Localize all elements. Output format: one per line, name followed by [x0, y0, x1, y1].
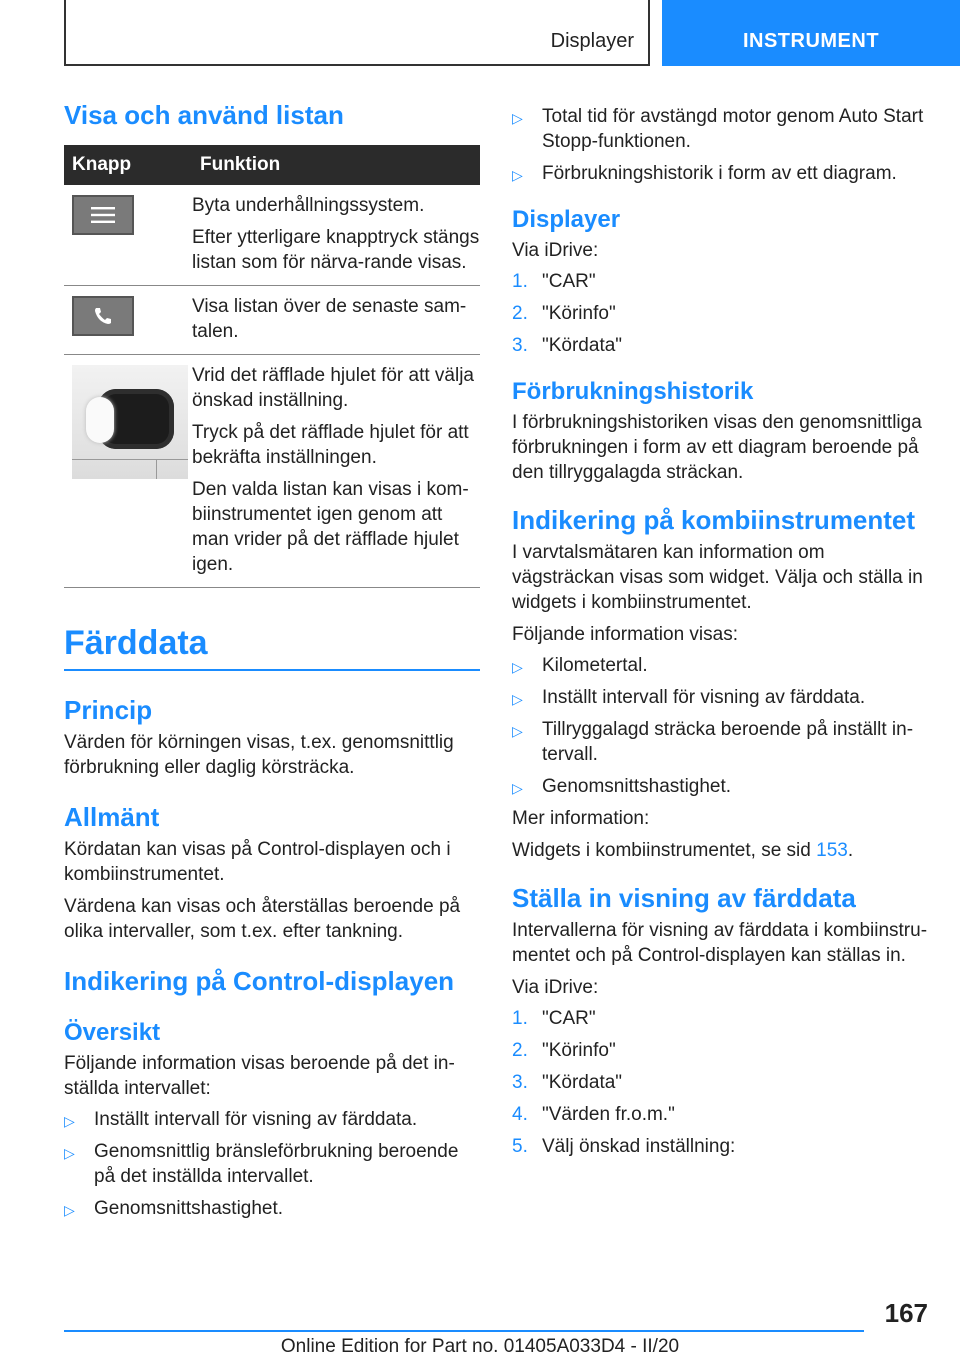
header-chapter-label: INSTRUMENT — [742, 30, 880, 52]
triangle-bullet-icon: ▷ — [64, 1145, 75, 1161]
list-item: ▷ Genomsnittlig bränsleförbrukning beroende på det inställda intervallet. — [64, 1141, 459, 1187]
table-row-text: Byta underhållningssystem. — [192, 195, 425, 216]
list-icon — [72, 195, 134, 235]
table-row-text: Vrid det räfflade hjulet för att välja önskad inställning. — [192, 365, 474, 411]
triangle-bullet-icon: ▷ — [512, 659, 523, 675]
list-item: ▷ Genomsnittshastighet. — [512, 774, 932, 799]
allmant-heading: Allmänt — [64, 802, 160, 832]
table-row-text: Tryck på det räfflade hjulet för att bekräfta inställningen. — [192, 422, 469, 468]
displayer-heading: Displayer — [512, 206, 621, 233]
header-section-box — [64, 0, 650, 66]
stalla-in-heading: Ställa in visning av färddata — [512, 883, 856, 913]
triangle-bullet-icon: ▷ — [64, 1202, 75, 1218]
princip-text: Värden för körningen visas, t.ex. genomsnittlig förbrukning eller daglig körsträcka. — [64, 732, 454, 778]
list-item: 2. "Körinfo" — [512, 303, 616, 324]
table-row-text: Visa listan över de senaste sam-talen. — [192, 296, 467, 342]
oversikt-text: Följande information visas beroende på det in-ställda intervallet: — [64, 1053, 455, 1099]
list-item: ▷ Inställt intervall för visning av färddata. — [64, 1107, 480, 1132]
triangle-bullet-icon: ▷ — [512, 723, 523, 739]
allmant-text-1: Kördatan kan visas på Control-displayen och i kombiinstrumentet. — [64, 839, 451, 885]
header-section-label: Displayer — [550, 30, 634, 52]
list-item: 2. "Körinfo" — [512, 1040, 616, 1061]
feature-list — [512, 104, 932, 186]
displayer-steps — [512, 269, 932, 358]
list-item: ▷ Genomsnittshastighet. — [64, 1196, 480, 1221]
list-item: 1. "CAR" — [512, 1008, 596, 1029]
list-item: 1. "CAR" — [512, 271, 596, 292]
triangle-bullet-icon: ▷ — [512, 691, 523, 707]
table-row — [64, 185, 480, 286]
mer-info-label: Mer information: — [512, 808, 650, 829]
list-item: ▷ Total tid för avstängd motor genom Auto Start Stopp-funktionen. — [512, 106, 924, 152]
list-item: 3. "Kördata" — [512, 1072, 623, 1093]
indikering-kombi-text: I varvtalsmätaren kan information om vägsträckan visas som widget. Välja och ställa in widgets i kombiinstrumentet. — [512, 542, 923, 613]
visa-heading: Visa och använd listan — [64, 100, 344, 130]
list-item: ▷ Inställt intervall för visning av färddata. — [512, 685, 932, 710]
table-row-text: Efter ytterligare knapptryck stängs listan som för närva-rande visas. — [192, 227, 480, 273]
list-item: 5. Välj önskad inställning: — [512, 1136, 736, 1157]
widgets-reference: Widgets i kombiinstrumentet, se sid 153. — [512, 840, 854, 861]
table-row — [64, 355, 480, 588]
table-header-row — [64, 145, 480, 185]
list-item: ▷ Tillryggalagd sträcka beroende på inställt in-tervall. — [512, 719, 914, 765]
left-column — [64, 100, 480, 1228]
list-item: 3. "Kördata" — [512, 335, 623, 356]
oversikt-list — [64, 1107, 480, 1221]
indikering-kombi-heading: Indikering på kombiinstrumentet — [512, 505, 916, 535]
right-column — [512, 100, 932, 1166]
via-idrive-label-2: Via iDrive: — [512, 977, 599, 998]
indikering-control-display-heading: Indikering på Control-displayen — [64, 966, 455, 996]
stalla-in-steps — [512, 1006, 932, 1159]
foljande-label: Följande information visas: — [512, 624, 738, 645]
list-item: ▷ Kilometertal. — [512, 653, 932, 678]
phone-icon — [72, 296, 134, 336]
list-item: ▷ Förbrukningshistorik i form av ett diagram. — [512, 161, 932, 186]
allmant-text-2: Värdena kan visas och återställas beroende på olika intervaller, som t.ex. efter tankning. — [64, 896, 461, 942]
triangle-bullet-icon: ▷ — [512, 110, 523, 126]
page-number: 167 — [884, 1298, 928, 1328]
table-row-text: Den valda listan kan visas i kom-biinstrumentet igen genom att man vrider på det räfflade hjulet igen. — [192, 479, 469, 575]
table-header-funktion: Funktion — [192, 145, 480, 185]
footer-rule — [64, 1330, 864, 1332]
kombi-list — [512, 653, 932, 799]
header-chapter-tab — [662, 0, 960, 66]
list-item: 4. "Värden fr.o.m." — [512, 1104, 675, 1125]
table-header-knapp: Knapp — [64, 145, 192, 185]
triangle-bullet-icon: ▷ — [64, 1113, 75, 1129]
triangle-bullet-icon: ▷ — [512, 167, 523, 183]
farddata-heading-block — [64, 624, 480, 671]
controller-knob-photo — [72, 365, 188, 479]
table-row — [64, 286, 480, 355]
page-link-153[interactable]: 153 — [816, 840, 848, 861]
oversikt-heading: Översikt — [64, 1019, 161, 1046]
footer-edition: Online Edition for Part no. 01405A033D4 - II/20 — [280, 1336, 680, 1357]
button-function-table — [64, 145, 480, 588]
farddata-heading: Färddata — [64, 624, 208, 662]
via-idrive-label: Via iDrive: — [512, 240, 599, 261]
princip-heading: Princip — [64, 695, 153, 725]
forbrukningshistorik-heading: Förbrukningshistorik — [512, 378, 754, 405]
forbrukningshistorik-text: I förbrukningshistoriken visas den genomsnittliga förbrukningen i form av ett diagram beroende på den tillryggalagda sträckan. — [512, 412, 922, 483]
triangle-bullet-icon: ▷ — [512, 780, 523, 796]
stalla-in-text: Intervallerna för visning av färddata i kombiinstru-mentet och på Control-displayen kan ställas in. — [512, 920, 928, 966]
